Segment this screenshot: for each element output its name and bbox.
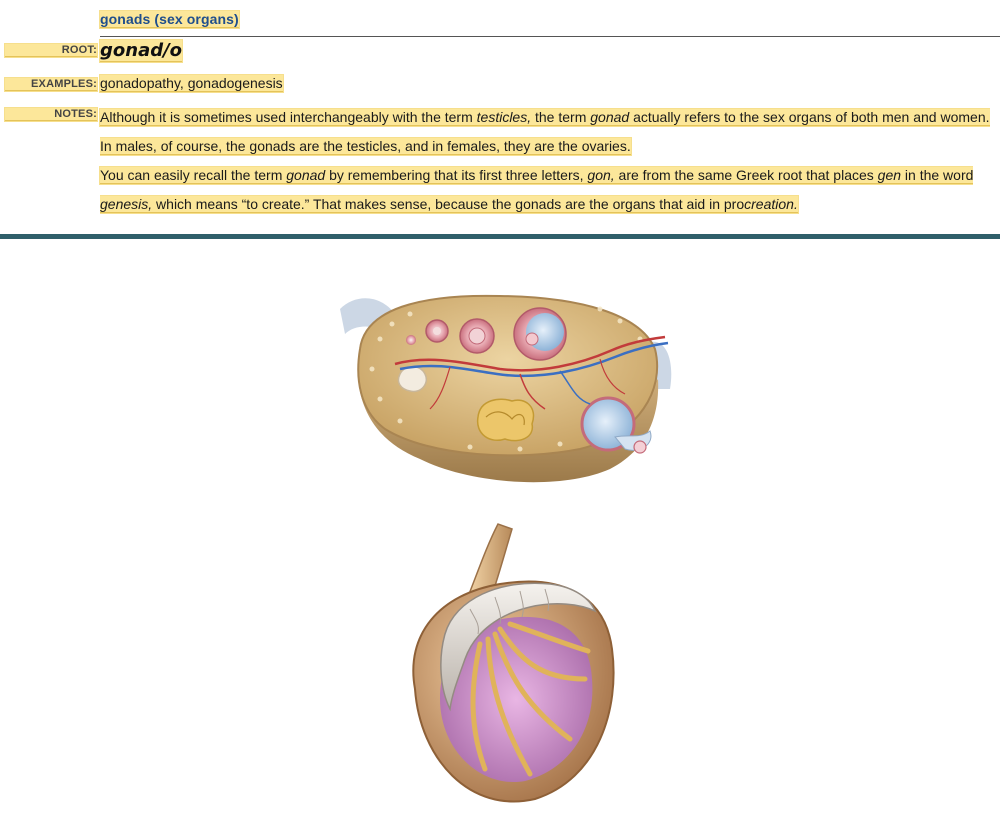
- root-label: ROOT:: [5, 44, 97, 57]
- note-emphasis: gen: [877, 167, 902, 183]
- note-text: You can easily recall the term: [100, 167, 287, 183]
- note-text: actually refers to the sex organs of both men and women. In males, of course, the gonads are the testicles, and in females, they are the ovaries.: [100, 109, 990, 154]
- title-divider: [100, 36, 1000, 37]
- notes-label: NOTES:: [5, 108, 97, 121]
- note-emphasis: genesis,: [100, 196, 153, 212]
- note-text: are from the same Greek root that places: [614, 167, 878, 183]
- note-text: the term: [531, 109, 591, 125]
- note-text: by remembering that its first three letters,: [325, 167, 588, 183]
- notes-paragraph-2: [100, 161, 990, 219]
- note-text: which means “to create.” That makes sense, because the gonads are the organs that aid in pro: [152, 196, 745, 212]
- note-emphasis: testicles,: [476, 109, 532, 125]
- note-emphasis: gonad: [286, 167, 326, 183]
- note-emphasis: gonad: [590, 109, 630, 125]
- anatomy-figure: [0, 239, 1000, 814]
- notes-block: [100, 103, 990, 219]
- gonads-illustration: [0, 239, 1000, 814]
- note-emphasis: creation.: [744, 196, 798, 212]
- examples-value: gonadopathy, gonadogenesis: [100, 75, 283, 91]
- notes-paragraph-1: [100, 103, 990, 161]
- note-text: Although it is sometimes used interchangeably with the term: [100, 109, 477, 125]
- root-value: gonad/o: [100, 40, 183, 61]
- examples-label: EXAMPLES:: [5, 78, 97, 91]
- note-emphasis: gon,: [587, 167, 615, 183]
- term-title: gonads (sex organs): [100, 11, 239, 27]
- note-text: in the word: [901, 167, 974, 183]
